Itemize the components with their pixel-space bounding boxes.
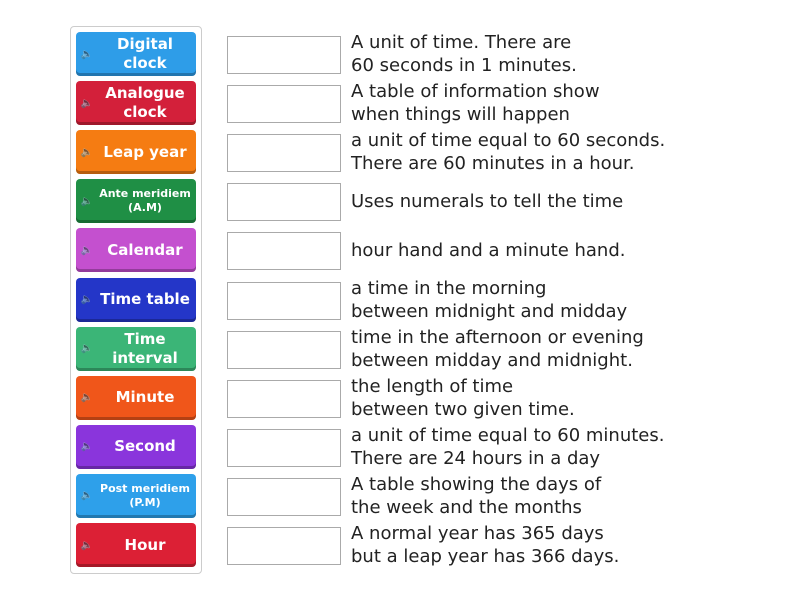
speaker-icon[interactable]: 🔈 [80, 392, 94, 404]
answer-tile[interactable] [76, 32, 196, 76]
answer-tile[interactable] [76, 228, 196, 272]
description-text: a unit of time equal to 60 minutes. There are 24 hours in a day [351, 424, 665, 469]
drop-slot[interactable] [227, 331, 341, 369]
speaker-icon[interactable]: 🔈 [80, 48, 94, 60]
answer-tile[interactable] [76, 474, 196, 518]
answer-tile[interactable] [76, 523, 196, 567]
tile-label: Digital clock [117, 35, 173, 72]
tile-label: Second [114, 437, 176, 456]
drop-slot[interactable] [227, 134, 341, 172]
tile-label: Leap year [103, 142, 187, 161]
drop-slot[interactable] [227, 85, 341, 123]
speaker-icon[interactable]: 🔈 [80, 539, 94, 551]
speaker-icon[interactable]: 🔈 [80, 195, 94, 207]
tile-label: Analogue clock [105, 84, 185, 122]
answer-tile[interactable] [76, 130, 196, 174]
answer-tile[interactable] [76, 327, 196, 371]
answer-tile[interactable] [76, 81, 196, 125]
speaker-icon[interactable]: 🔈 [80, 490, 94, 502]
answer-tile[interactable] [76, 278, 196, 322]
description-text: the length of time between two given time. [351, 375, 575, 420]
drop-slot[interactable] [227, 183, 341, 221]
description-text: a unit of time equal to 60 seconds. There are 60 minutes in a hour. [351, 130, 666, 175]
drop-slot[interactable] [227, 282, 341, 320]
description-text: time in the afternoon or evening between midday and midnight. [351, 326, 644, 371]
speaker-icon[interactable]: 🔈 [80, 441, 94, 453]
speaker-icon[interactable]: 🔈 [80, 343, 94, 355]
tile-label: Ante meridiem (A.M) [99, 187, 191, 215]
drop-slot[interactable] [227, 380, 341, 418]
description-text: A table of information show when things will happen [351, 81, 600, 126]
description-text: A normal year has 365 days but a leap year has 366 days. [351, 523, 620, 567]
description-text: Uses numerals to tell the time [351, 190, 624, 212]
tile-label: Post meridiem (P.M) [100, 481, 190, 509]
drop-slot[interactable] [227, 527, 341, 565]
tile-label: Time interval [112, 329, 178, 367]
drop-slot[interactable] [227, 478, 341, 516]
description-text: hour hand and a minute hand. [351, 239, 626, 261]
drop-slot[interactable] [227, 232, 341, 270]
drop-slot[interactable] [227, 36, 341, 74]
speaker-icon[interactable]: 🔈 [80, 244, 94, 256]
description-text: a time in the morning between midnight and midday [351, 277, 628, 322]
tile-label: Time table [100, 290, 190, 308]
speaker-icon[interactable]: 🔈 [80, 294, 94, 305]
answer-tile[interactable] [76, 376, 196, 420]
answer-tile[interactable] [76, 179, 196, 223]
description-text: A unit of time. There are 60 seconds in 1 minutes. [351, 32, 577, 76]
tile-label: Calendar [107, 240, 183, 259]
answer-tile[interactable] [76, 425, 196, 469]
tile-label: Hour [124, 535, 166, 554]
speaker-icon[interactable]: 🔈 [80, 146, 94, 158]
tile-label: Minute [115, 388, 175, 407]
speaker-icon[interactable]: 🔈 [80, 97, 94, 109]
drop-slot[interactable] [227, 429, 341, 467]
description-text: A table showing the days of the week and the months [351, 473, 602, 518]
